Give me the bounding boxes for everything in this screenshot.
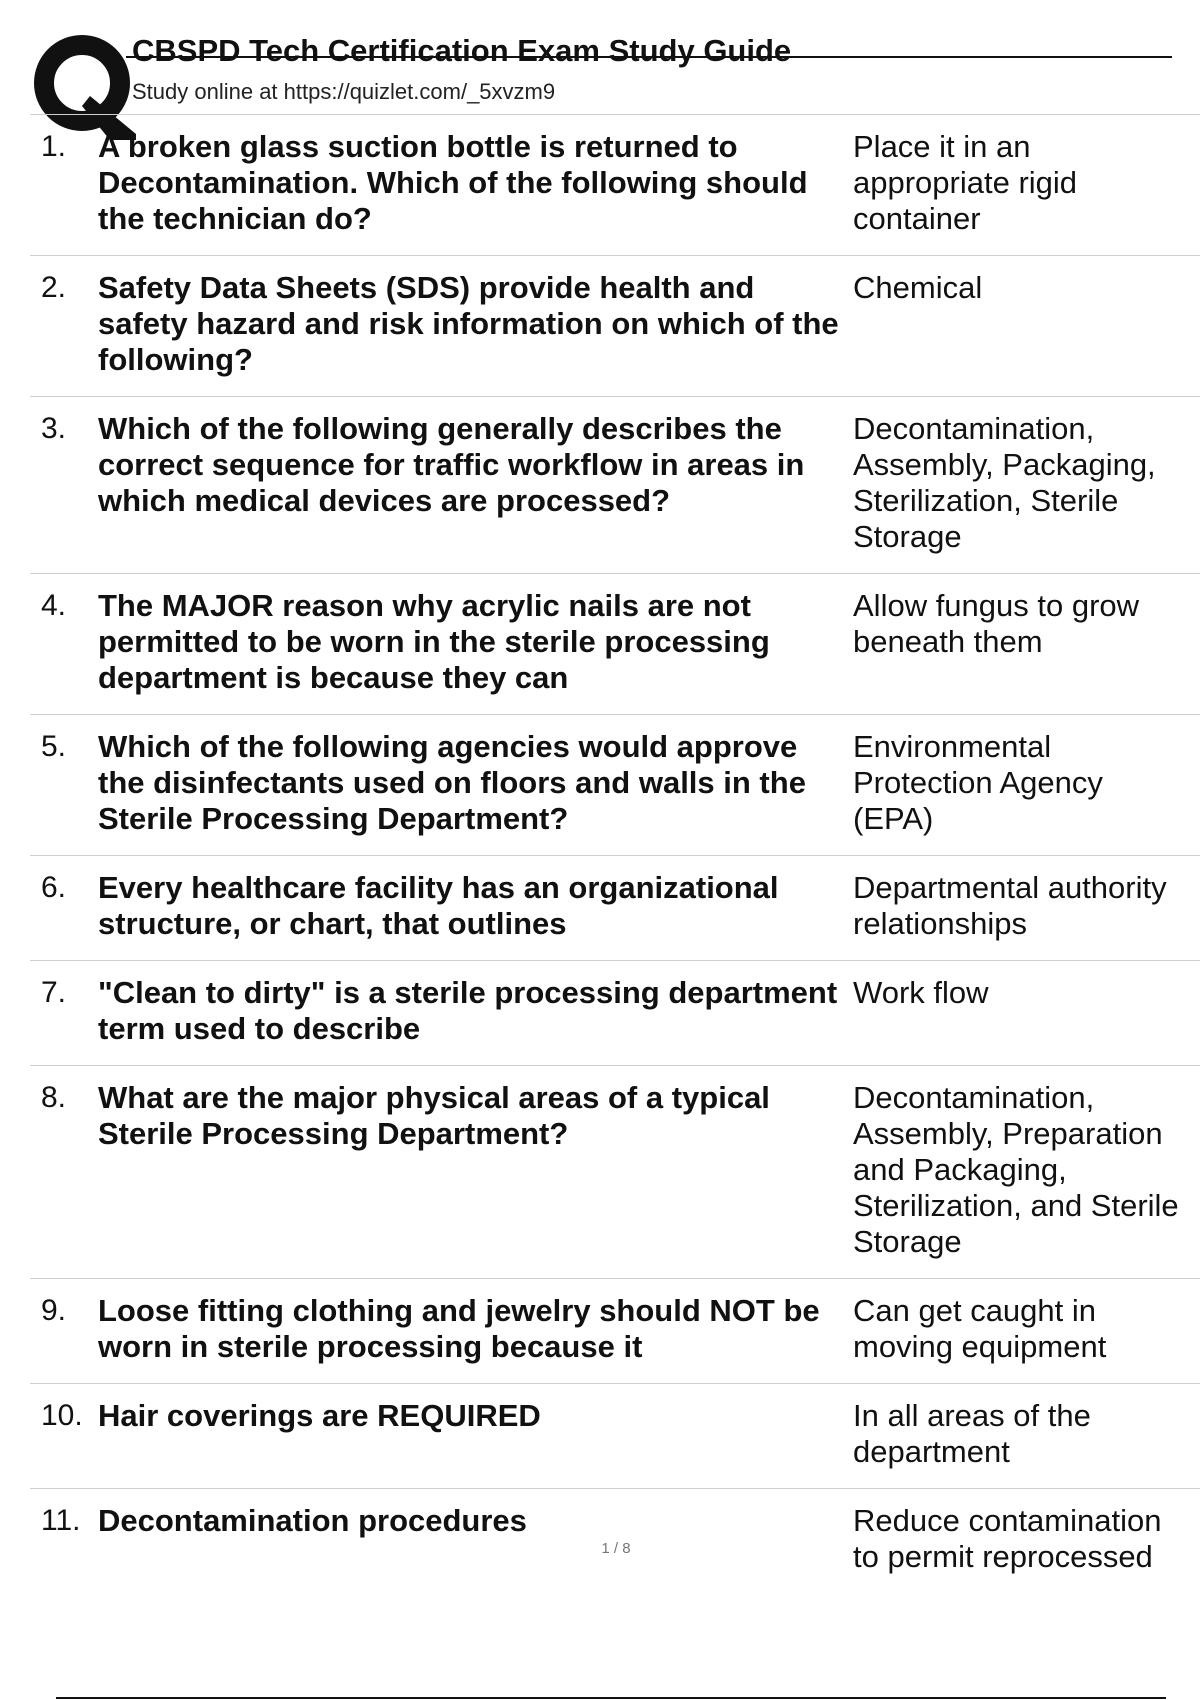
card-term: Decontamination procedures [98, 1503, 527, 1538]
flashcard-row-7 [30, 961, 1200, 1066]
card-number: 10. [41, 1399, 83, 1432]
card-number: 4. [41, 589, 67, 622]
card-number: 11. [41, 1504, 81, 1537]
flashcard-row-10 [30, 1384, 1200, 1489]
study-online-link[interactable]: Study online at https://quizlet.com/_5xvzm9 [132, 79, 556, 104]
card-definition: Decontamination, Assembly, Packaging, Sterilization, Sterile Storage [853, 411, 1156, 554]
card-definition: Departmental authority relationships [853, 870, 1167, 941]
card-term: Hair coverings are REQUIRED [98, 1398, 541, 1433]
card-definition: Work flow [853, 975, 989, 1010]
card-definition: Environmental Protection Agency (EPA) [853, 729, 1103, 836]
flashcard-row-3 [30, 397, 1200, 574]
card-term: Loose fitting clothing and jewelry should NOT be worn in sterile processing because it [98, 1293, 820, 1364]
card-term: Every healthcare facility has an organizational structure, or chart, that outlines [98, 870, 779, 941]
card-number: 9. [41, 1294, 67, 1327]
footer-divider [56, 1697, 1166, 1699]
card-number: 2. [41, 271, 67, 304]
card-definition: Allow fungus to grow beneath them [853, 588, 1140, 659]
flashcard-row-8 [30, 1066, 1200, 1279]
card-definition: Place it in an appropriate rigid container [853, 129, 1078, 236]
flashcard-list [30, 114, 1200, 1593]
card-number: 7. [41, 976, 67, 1009]
card-definition: Reduce contamination to permit reprocessed [853, 1503, 1162, 1574]
document-header [30, 30, 1150, 115]
card-term: Safety Data Sheets (SDS) provide health and safety hazard and risk information on which of the following? [98, 270, 839, 377]
card-definition: In all areas of the department [853, 1398, 1091, 1469]
card-number: 5. [41, 730, 67, 763]
title-strike-line [126, 56, 1172, 58]
card-number: 3. [41, 412, 67, 445]
card-number: 8. [41, 1081, 67, 1114]
page-number: 1 / 8 [601, 1540, 631, 1557]
card-number: 1. [41, 130, 67, 163]
card-number: 6. [41, 871, 67, 904]
card-term: "Clean to dirty" is a sterile processing department term used to describe [98, 975, 838, 1046]
flashcard-row-4 [30, 574, 1200, 715]
card-term: What are the major physical areas of a typical Sterile Processing Department? [98, 1080, 770, 1151]
flashcard-row-9 [30, 1279, 1200, 1384]
card-term: The MAJOR reason why acrylic nails are not permitted to be worn in the sterile processing department is because they can [98, 588, 770, 695]
card-term: Which of the following agencies would approve the disinfectants used on floors and walls in the Sterile Processing Department? [98, 729, 806, 836]
document-title: CBSPD Tech Certification Exam Study Guide [132, 33, 792, 68]
flashcard-row-2 [30, 256, 1200, 397]
card-term: Which of the following generally describes the correct sequence for traffic workflow in areas in which medical devices are processed? [98, 411, 805, 518]
card-definition: Decontamination, Assembly, Preparation and Packaging, Sterilization, and Sterile Storage [853, 1080, 1179, 1259]
flashcard-row-5 [30, 715, 1200, 856]
flashcard-row-1 [30, 115, 1200, 256]
card-definition: Can get caught in moving equipment [853, 1293, 1107, 1364]
flashcard-row-6 [30, 856, 1200, 961]
card-term: A broken glass suction bottle is returned to Decontamination. Which of the following should the technician do? [98, 129, 808, 236]
card-definition: Chemical [853, 270, 983, 305]
